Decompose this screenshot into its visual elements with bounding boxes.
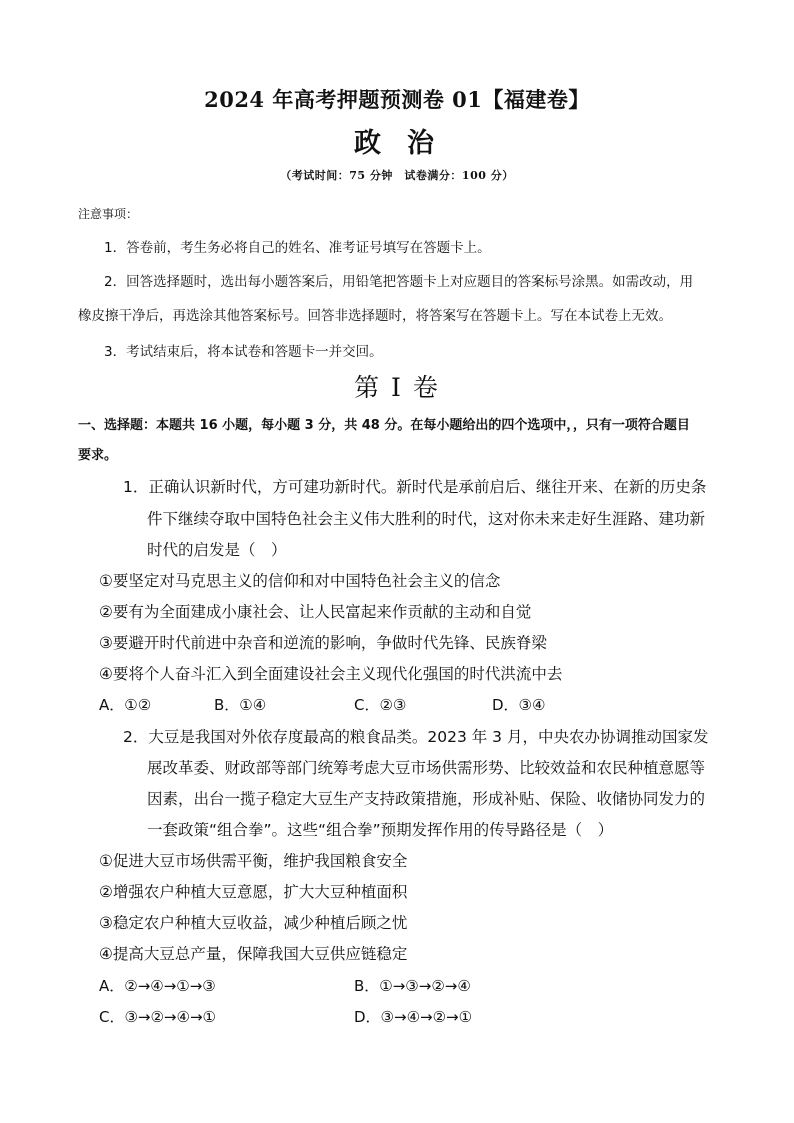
note-2-line-2: 橡皮擦干净后，再选涂其他答案标号。回答非选择题时，将答案写在答题卡上。写在本试卷上无效。 <box>78 308 672 324</box>
q1-stem-line-3: 时代的启发是（ ） <box>147 541 287 559</box>
exam-info: （考试时间：75 分钟 试卷满分：100 分） <box>280 169 514 182</box>
q2-choice-b[interactable]: B．①→③→②→④ <box>354 977 471 995</box>
section-instructions-line-2: 要求。 <box>78 448 118 463</box>
section-instructions-line-1: 一、选择题：本题共 16 小题，每小题 3 分，共 48 分。在每小题给出的四个选项中，，只有一项符合题目 <box>78 418 690 433</box>
q1-stem-line-1: 1．正确认识新时代，方可建功新时代。新时代是承前启后、继往开来、在新的历史条 <box>123 478 707 496</box>
note-3: 3．考试结束后，将本试卷和答题卡一并交回。 <box>104 344 383 360</box>
q1-choice-d[interactable]: D．③④ <box>492 696 546 714</box>
note-1: 1．答卷前，考生务必将自己的姓名、准考证号填写在答题卡上。 <box>104 240 491 256</box>
note-2-line-1: 2．回答选择题时，选出每小题答案后，用铅笔把答题卡上对应题目的答案标号涂黑。如需改动，用 <box>104 274 694 290</box>
subject-title: 政治 <box>354 128 460 159</box>
q2-statement-4: ④提高大豆总产量，保障我国大豆供应链稳定 <box>99 945 408 963</box>
q1-statement-1: ①要坚定对马克思主义的信仰和对中国特色社会主义的信念 <box>99 572 501 590</box>
q2-statement-1: ①促进大豆市场供需平衡，维护我国粮食安全 <box>99 852 408 870</box>
q2-choice-c[interactable]: C．③→②→④→① <box>99 1008 216 1026</box>
volume-title: 第 I 卷 <box>354 373 440 402</box>
q1-statement-3: ③要避开时代前进中杂音和逆流的影响，争做时代先锋、民族脊梁 <box>99 634 547 652</box>
q2-choice-d[interactable]: D．③→④→②→① <box>354 1008 473 1026</box>
q1-choice-b[interactable]: B．①④ <box>214 696 267 714</box>
notes-heading: 注意事项： <box>78 207 139 221</box>
q1-statement-2: ②要有为全面建成小康社会、让人民富起来作贡献的主动和自觉 <box>99 603 532 621</box>
q1-choice-c[interactable]: C．②③ <box>354 696 407 714</box>
q2-stem-line-2: 展改革委、财政部等部门统筹考虑大豆市场供需形势、比较效益和农民种植意愿等 <box>147 759 706 777</box>
q2-statement-2: ②增强农户种植大豆意愿，扩大大豆种植面积 <box>99 883 408 901</box>
q2-stem-line-3: 因素，出台一揽子稳定大豆生产支持政策措施，形成补贴、保险、收储协同发力的 <box>147 790 706 808</box>
q2-stem-line-1: 2．大豆是我国对外依存度最高的粮食品类。2023 年 3 月，中央农办协调推动国家发 <box>123 728 709 746</box>
q2-choice-a[interactable]: A．②→④→①→③ <box>99 977 216 995</box>
q2-statement-3: ③稳定农户种植大豆收益，减少种植后顾之忧 <box>99 914 408 932</box>
q1-stem-line-2: 件下继续夺取中国特色社会主义伟大胜利的时代，这对你未来走好生涯路、建功新 <box>147 510 706 528</box>
q1-choice-a[interactable]: A．①② <box>99 696 152 714</box>
exam-title: 2024 年高考押题预测卷 01【福建卷】 <box>204 87 590 112</box>
q2-stem-line-4: 一套政策“组合拳”。这些“组合拳”预期发挥作用的传导路径是（ ） <box>147 821 614 839</box>
q1-statement-4: ④要将个人奋斗汇入到全面建设社会主义现代化强国的时代洪流中去 <box>99 665 563 683</box>
